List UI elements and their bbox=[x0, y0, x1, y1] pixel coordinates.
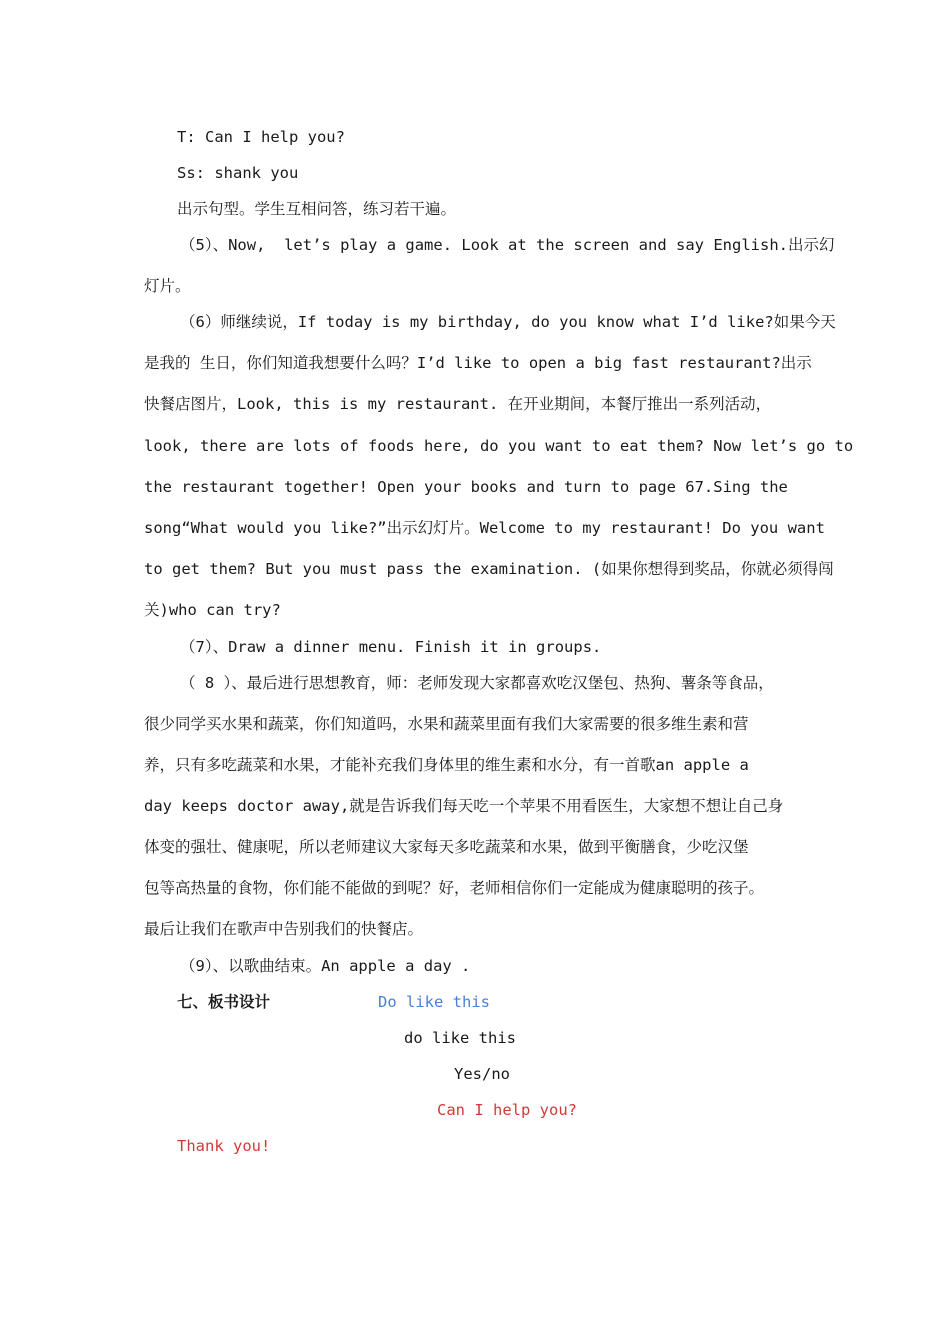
step-9-line: （9）、以歌曲结束。An apple a day . bbox=[180, 957, 471, 975]
step-5-line-2: 灯片。 bbox=[144, 277, 191, 295]
step-8-line-7: 最后让我们在歌声中告别我们的快餐店。 bbox=[144, 920, 424, 938]
paragraph-line: 出示句型。学生互相问答，练习若干遍。 bbox=[177, 200, 457, 218]
board-line-5: Thank you! bbox=[177, 1137, 271, 1155]
step-8-line-1: （ 8 ）、最后进行思想教育，师：老师发现大家都喜欢吃汉堡包、热狗、薯条等食品， bbox=[180, 674, 774, 692]
dialogue-line-teacher: T: Can I help you? bbox=[177, 128, 345, 146]
step-6-line-5: the restaurant together! Open your books and turn to page 67.Sing the bbox=[144, 478, 788, 496]
board-line-4: Can I help you? bbox=[437, 1101, 577, 1119]
board-line-2: do like this bbox=[404, 1029, 516, 1047]
section-heading-board-design: 七、板书设计 bbox=[177, 993, 271, 1011]
dialogue-line-students: Ss: shank you bbox=[177, 164, 299, 182]
step-6-line-4: look, there are lots of foods here, do you want to eat them? Now let’s go to bbox=[144, 437, 854, 455]
step-5-line-1: （5）、Now, let’s play a game. Look at the screen and say English.出示幻 bbox=[180, 236, 835, 254]
step-7-line: （7）、Draw a dinner menu. Finish it in groups. bbox=[180, 638, 602, 656]
step-8-line-4: day keeps doctor away,就是告诉我们每天吃一个苹果不用看医生，大家想不想让自己身 bbox=[144, 797, 784, 815]
step-6-line-2: 是我的 生日，你们知道我想要什么吗？I’d like to open a big fast restaurant?出示 bbox=[144, 354, 812, 372]
step-6-line-1: （6）师继续说，If today is my birthday, do you know what I’d like?如果今天 bbox=[180, 313, 836, 331]
step-6-line-6: song“What would you like?”出示幻灯片。Welcome to my restaurant! Do you want bbox=[144, 519, 825, 537]
step-6-line-7: to get them? But you must pass the examination. (如果你想得到奖品，你就必须得闯 bbox=[144, 560, 834, 578]
board-line-1: Do like this bbox=[378, 993, 490, 1011]
board-line-3: Yes/no bbox=[454, 1065, 510, 1083]
step-6-line-8: 关)who can try? bbox=[144, 601, 281, 619]
step-8-line-3: 养，只有多吃蔬菜和水果，才能补充我们身体里的维生素和水分，有一首歌an apple a bbox=[144, 756, 749, 774]
step-8-line-5: 体变的强壮、健康呢，所以老师建议大家每天多吃蔬菜和水果，做到平衡膳食，少吃汉堡 bbox=[144, 838, 749, 856]
step-6-line-3: 快餐店图片，Look, this is my restaurant. 在开业期间，本餐厅推出一系列活动， bbox=[144, 395, 772, 413]
step-8-line-6: 包等高热量的食物，你们能不能做的到呢？好，老师相信你们一定能成为健康聪明的孩子。 bbox=[144, 879, 765, 897]
step-8-line-2: 很少同学买水果和蔬菜，你们知道吗，水果和蔬菜里面有我们大家需要的很多维生素和营 bbox=[144, 715, 749, 733]
